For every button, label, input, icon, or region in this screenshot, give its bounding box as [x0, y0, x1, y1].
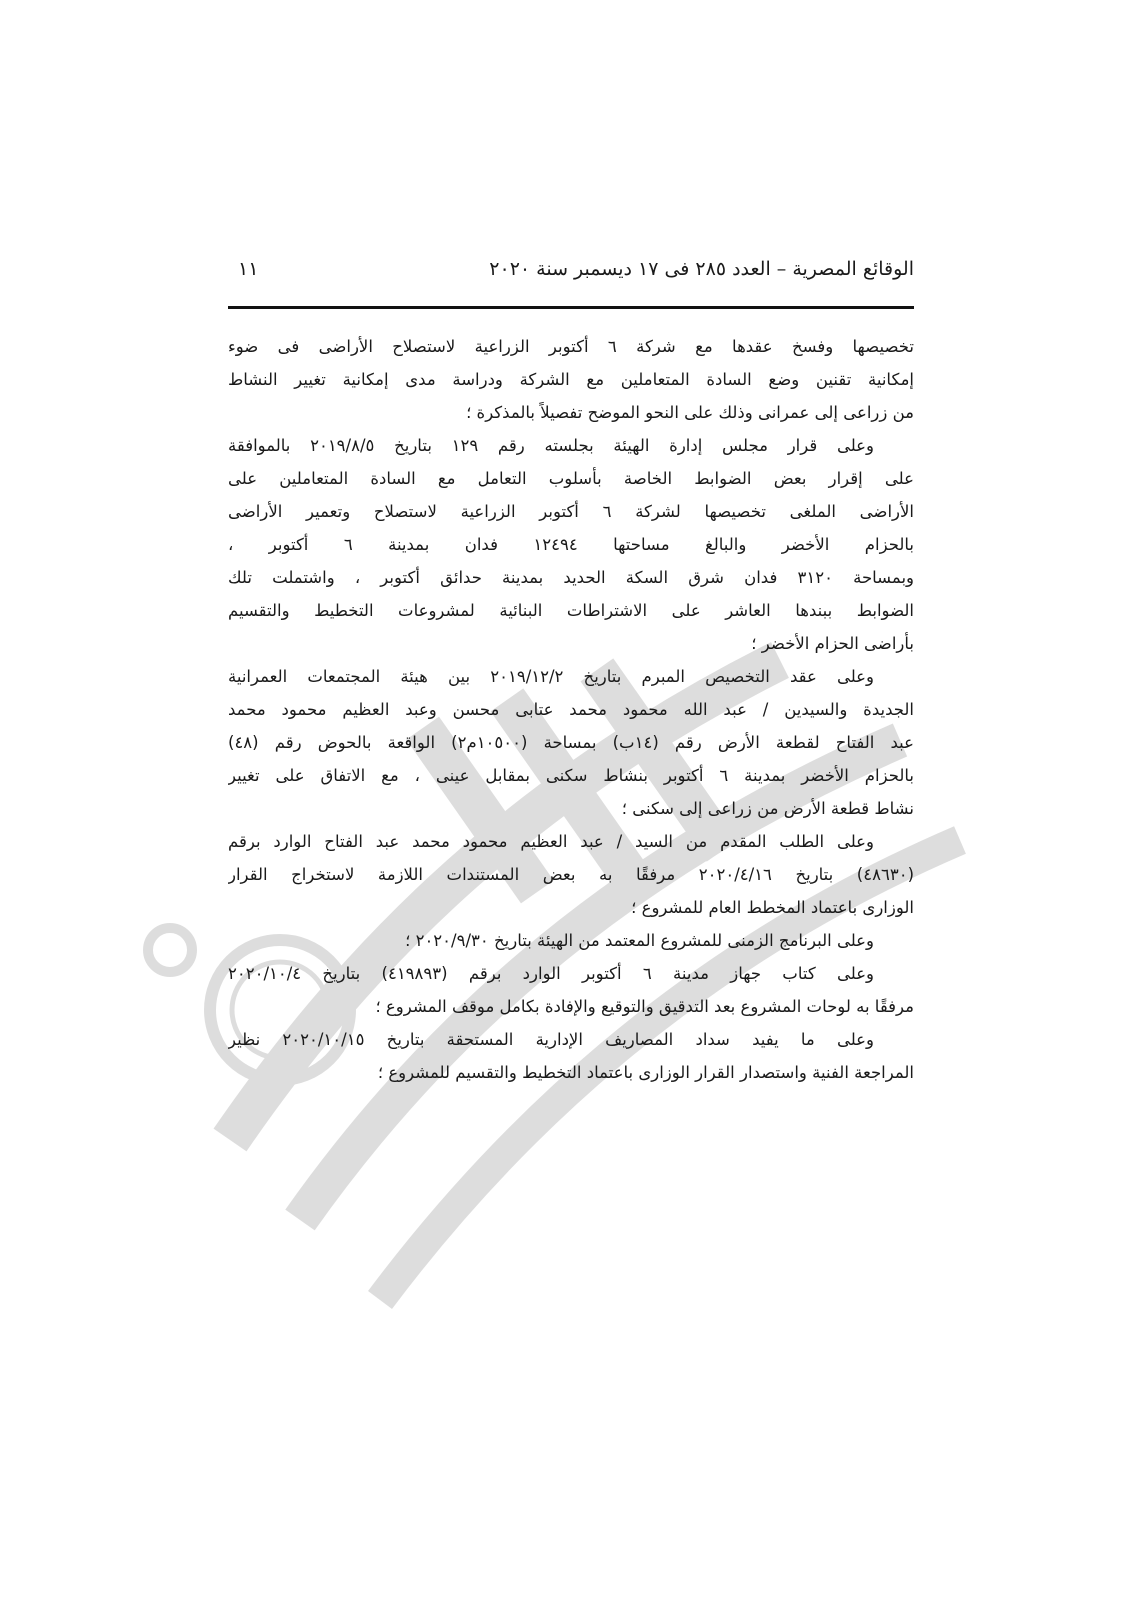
text-line: الوزارى باعتماد المخطط العام للمشروع ؛ — [631, 898, 914, 917]
text-line: مرفقًا به لوحات المشروع بعد التدقيق والتوقيع والإفادة بكامل موقف المشروع ؛ — [375, 997, 914, 1016]
page-header — [228, 258, 914, 288]
paragraph — [228, 330, 914, 429]
text-line: الجديدة والسيدين / عبد الله محمود محمد عتابى محسن وعبد العظيم محمود محمد — [228, 700, 914, 719]
text-line: إمكانية تقنين وضع السادة المتعاملين مع الشركة ودراسة مدى إمكانية تغيير النشاط — [228, 370, 914, 389]
paragraph — [228, 825, 914, 858]
text-line: على إقرار بعض الضوابط الخاصة بأسلوب التعامل مع السادة المتعاملين على — [228, 469, 914, 488]
paragraph — [228, 924, 914, 957]
page-number: ١١ — [238, 258, 259, 280]
text-line: (٤٨٦٣٠) بتاريخ ٢٠٢٠/٤/١٦ مرفقًا به بعض المستندات اللازمة لاستخراج القرار — [228, 865, 914, 884]
text-line: من زراعى إلى عمرانى وذلك على النحو الموضح تفصيلاً بالمذكرة ؛ — [466, 403, 914, 422]
text-line: عبد الفتاح لقطعة الأرض رقم (١٤ب) بمساحة (١٠٥٠٠م٢) الواقعة بالحوض رقم (٤٨) — [228, 733, 914, 752]
paragraph — [228, 1023, 914, 1056]
paragraph — [228, 462, 914, 660]
paragraph — [228, 957, 914, 990]
gazette-title: الوقائع المصرية – العدد ٢٨٥ فى ١٧ ديسمبر سنة ٢٠٢٠ — [489, 258, 914, 280]
text-line: وبمساحة ٣١٢٠ فدان شرق السكة الحديد بمدينة حدائق أكتوبر ، واشتملت تلك — [228, 568, 914, 587]
text-line: بالحزام الأخضر بمدينة ٦ أكتوبر بنشاط سكنى بمقابل عينى ، مع الاتفاق على تغيير — [228, 766, 914, 785]
text-line: وعلى ما يفيد سداد المصاريف الإدارية المستحقة بتاريخ ٢٠٢٠/١٠/١٥ نظير — [228, 1030, 874, 1049]
text-line: المراجعة الفنية واستصدار القرار الوزارى باعتماد التخطيط والتقسيم للمشروع ؛ — [377, 1063, 914, 1082]
text-line: تخصيصها وفسخ عقدها مع شركة ٦ أكتوبر الزراعية لاستصلاح الأراضى فى ضوء — [228, 337, 914, 356]
text-line: وعلى كتاب جهاز مدينة ٦ أكتوبر الوارد برقم (٤١٩٨٩٣) بتاريخ ٢٠٢٠/١٠/٤ — [228, 964, 874, 983]
text-line: الضوابط ببندها العاشر على الاشتراطات البنائية لمشروعات التخطيط والتقسيم — [228, 601, 914, 620]
header-divider — [228, 306, 914, 309]
text-line: بالحزام الأخضر والبالغ مساحتها ١٢٤٩٤ فدان بمدينة ٦ أكتوبر ، — [228, 535, 914, 554]
document-body — [228, 330, 914, 1089]
paragraph — [228, 990, 914, 1023]
paragraph — [228, 429, 914, 462]
text-line: بأراضى الحزام الأخضر ؛ — [751, 634, 914, 653]
text-line: وعلى البرنامج الزمنى للمشروع المعتمد من الهيئة بتاريخ ٢٠٢٠/٩/٣٠ ؛ — [405, 931, 874, 950]
paragraph — [228, 693, 914, 825]
text-line: نشاط قطعة الأرض من زراعى إلى سكنى ؛ — [621, 799, 914, 818]
paragraph — [228, 858, 914, 924]
text-line: الأراضى الملغى تخصيصها لشركة ٦ أكتوبر الزراعية لاستصلاح وتعمير الأراضى — [228, 502, 914, 521]
text-line: وعلى عقد التخصيص المبرم بتاريخ ٢٠١٩/١٢/٢ بين هيئة المجتمعات العمرانية — [228, 667, 874, 686]
paragraph — [228, 1056, 914, 1089]
text-line: وعلى الطلب المقدم من السيد / عبد العظيم محمود محمد عبد الفتاح الوارد برقم — [228, 832, 874, 851]
paragraph — [228, 660, 914, 693]
text-line: وعلى قرار مجلس إدارة الهيئة بجلسته رقم ١٢٩ بتاريخ ٢٠١٩/٨/٥ بالموافقة — [228, 436, 874, 455]
